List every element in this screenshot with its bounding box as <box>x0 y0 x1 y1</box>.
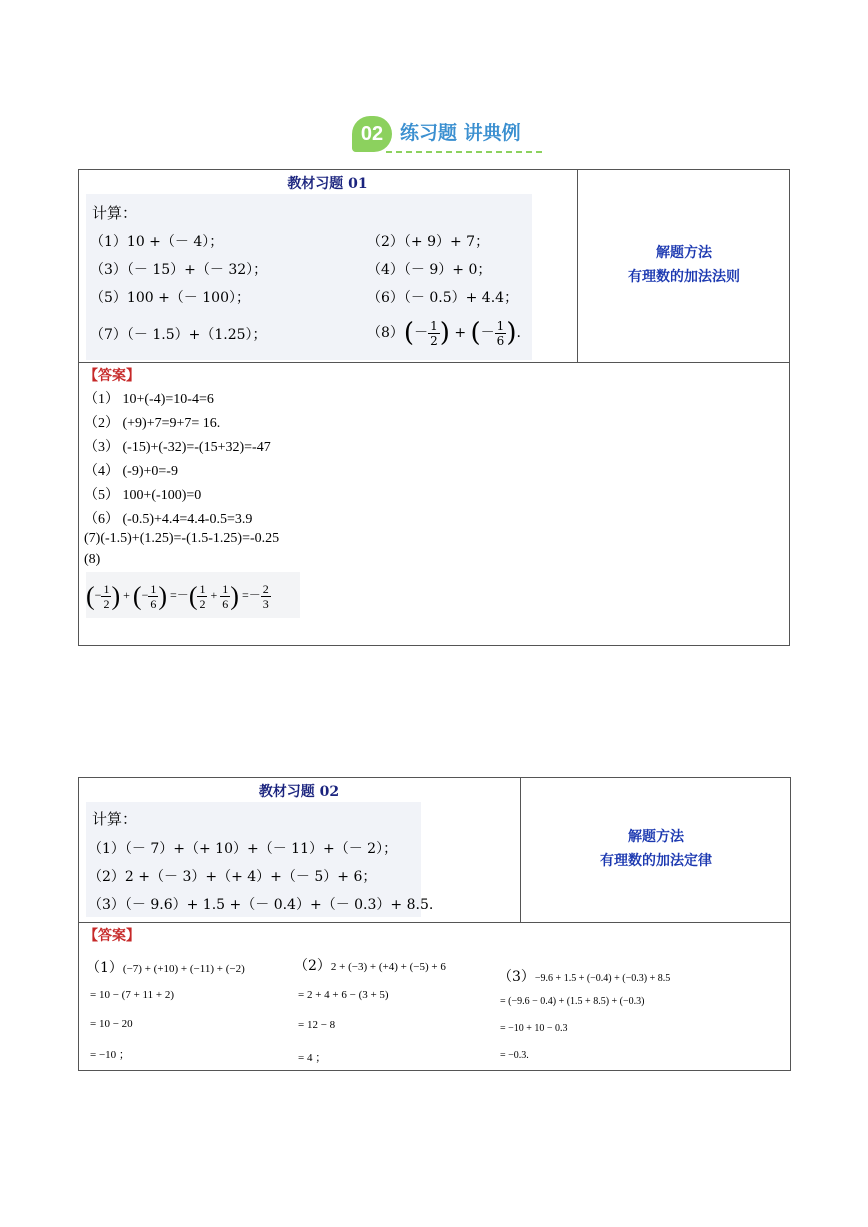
exercise-02-answer-2-line: = 2 + 4 + 6 − (3 + 5) <box>298 989 389 1001</box>
exercise-01-answer: （6） (-0.5)+4.4=4.4-0.5=3.9 <box>84 512 253 527</box>
exercise-01-question: （6）（－ 0.5）+ 4.4； <box>367 290 519 306</box>
section-number-badge: 02 <box>352 116 392 152</box>
plus-sign: + <box>454 325 467 341</box>
exercise-02-answer-2-line: = 12 − 8 <box>298 1019 336 1031</box>
exercise-01-answer: (7)(-1.5)+(1.25)=-(1.5-1.25)=-0.25 <box>84 531 280 546</box>
exercise-02-answer-1-line: = −10 ； <box>90 1049 130 1061</box>
exercise-02-title: 教材习题 02 <box>258 784 340 800</box>
method-title: 解题方法 <box>656 245 712 261</box>
exercise-01-question: （2）（+ 9）+ 7； <box>367 234 490 250</box>
exercise-02-answer-tag: 【答案】 <box>84 928 140 944</box>
heading-underline <box>386 151 542 153</box>
exercise-02-question: （3）（－ 9.6）+ 1.5 +（－ 0.4）+（－ 0.3）+ 8.5. <box>88 897 434 913</box>
exercise-01-question: （7）（－ 1.5）+（1.25）； <box>90 327 267 343</box>
exercise-02-answer-3-line: = −10 + 10 − 0.3 <box>500 1023 568 1034</box>
exercise-02-answer-2-line: （2）2 + (−3) + (+4) + (−5) + 6 <box>294 958 446 974</box>
exercise-01-question: （1）10 +（－ 4）； <box>90 234 224 250</box>
period: . <box>516 325 521 341</box>
exercise-02-answer-1-line: （1）(−7) + (+10) + (−11) + (−2) <box>86 960 245 976</box>
fraction: $\frac{1}{2}$ <box>430 318 438 348</box>
exercise-02-answer-3-line: （3）−9.6 + 1.5 + (−0.4) + (−0.3) + 8.5 <box>498 969 671 985</box>
exercise-01-answer: （1） 10+(-4)=10-4=6 <box>84 392 214 407</box>
exercise-01-question-8 <box>367 313 521 353</box>
exercise-02-prompt: 计算： <box>92 810 138 828</box>
exercise-02-answer-2-line: = 4 ； <box>298 1052 327 1064</box>
minus-sign: － <box>480 325 495 341</box>
exercise-01-answer-8-expression: (− $\frac{1}{2}$ ) + (− $\frac{1}{6}$ ) =－( $\frac{1}{2}$ + $\frac{1}{6}$ ) =－ $\frac{2}{3}$ <box>86 581 269 611</box>
exercise-02-answer-3-line: = −0.3. <box>500 1050 529 1061</box>
exercise-02-question: （2）2 +（－ 3）+（+ 4）+（－ 5）+ 6； <box>88 869 377 885</box>
exercise-01-answer: (8) <box>84 552 101 567</box>
method-body: 有理数的加法法则 <box>628 269 740 285</box>
exercise-01-answer-tag: 【答案】 <box>84 368 140 384</box>
exercise-01-prompt: 计算： <box>92 204 138 222</box>
paren-close: ) <box>439 318 450 348</box>
paren-open: ( <box>470 318 481 348</box>
exercise-01-answer: （3） (-15)+(-32)=-(15+32)=-47 <box>84 440 271 455</box>
question-8-label: （8） <box>367 325 404 341</box>
exercise-01-method <box>578 241 790 289</box>
exercise-02-answer-1-line: = 10 − 20 <box>90 1018 133 1030</box>
paren-close: ) <box>506 318 517 348</box>
exercise-02-method <box>521 825 791 873</box>
exercise-01-title: 教材习题 01 <box>287 176 368 192</box>
fraction: $\frac{1}{6}$ <box>496 318 505 348</box>
minus-sign: － <box>414 325 429 341</box>
section-title: 练习题 讲典例 <box>400 122 521 144</box>
exercise-01-answer: （4） (-9)+0=-9 <box>84 464 178 479</box>
method-title: 解题方法 <box>628 829 684 845</box>
exercise-02-answer-1-line: = 10 − (7 + 11 + 2) <box>90 989 174 1001</box>
exercise-01-row-divider <box>78 362 790 363</box>
exercise-02-row-divider <box>78 922 791 923</box>
exercise-01-answer: （2） (+9)+7=9+7= 16. <box>84 416 221 431</box>
method-body: 有理数的加法定律 <box>600 853 712 869</box>
paren-open: ( <box>403 318 415 348</box>
exercise-02-answer-3-line: = (−9.6 − 0.4) + (1.5 + 8.5) + (−0.3) <box>500 996 645 1007</box>
exercise-01-question: （5）100 +（－ 100）； <box>90 290 250 306</box>
exercise-01-answer: （5） 100+(-100)=0 <box>84 488 202 503</box>
exercise-02-question: （1）（－ 7）+（+ 10）+（－ 11）+（－ 2）； <box>88 841 398 857</box>
exercise-01-question: （3）（－ 15）+（－ 32）； <box>90 262 268 278</box>
section-heading <box>352 114 552 154</box>
exercise-01-question: （4）（－ 9）+ 0； <box>367 262 492 278</box>
